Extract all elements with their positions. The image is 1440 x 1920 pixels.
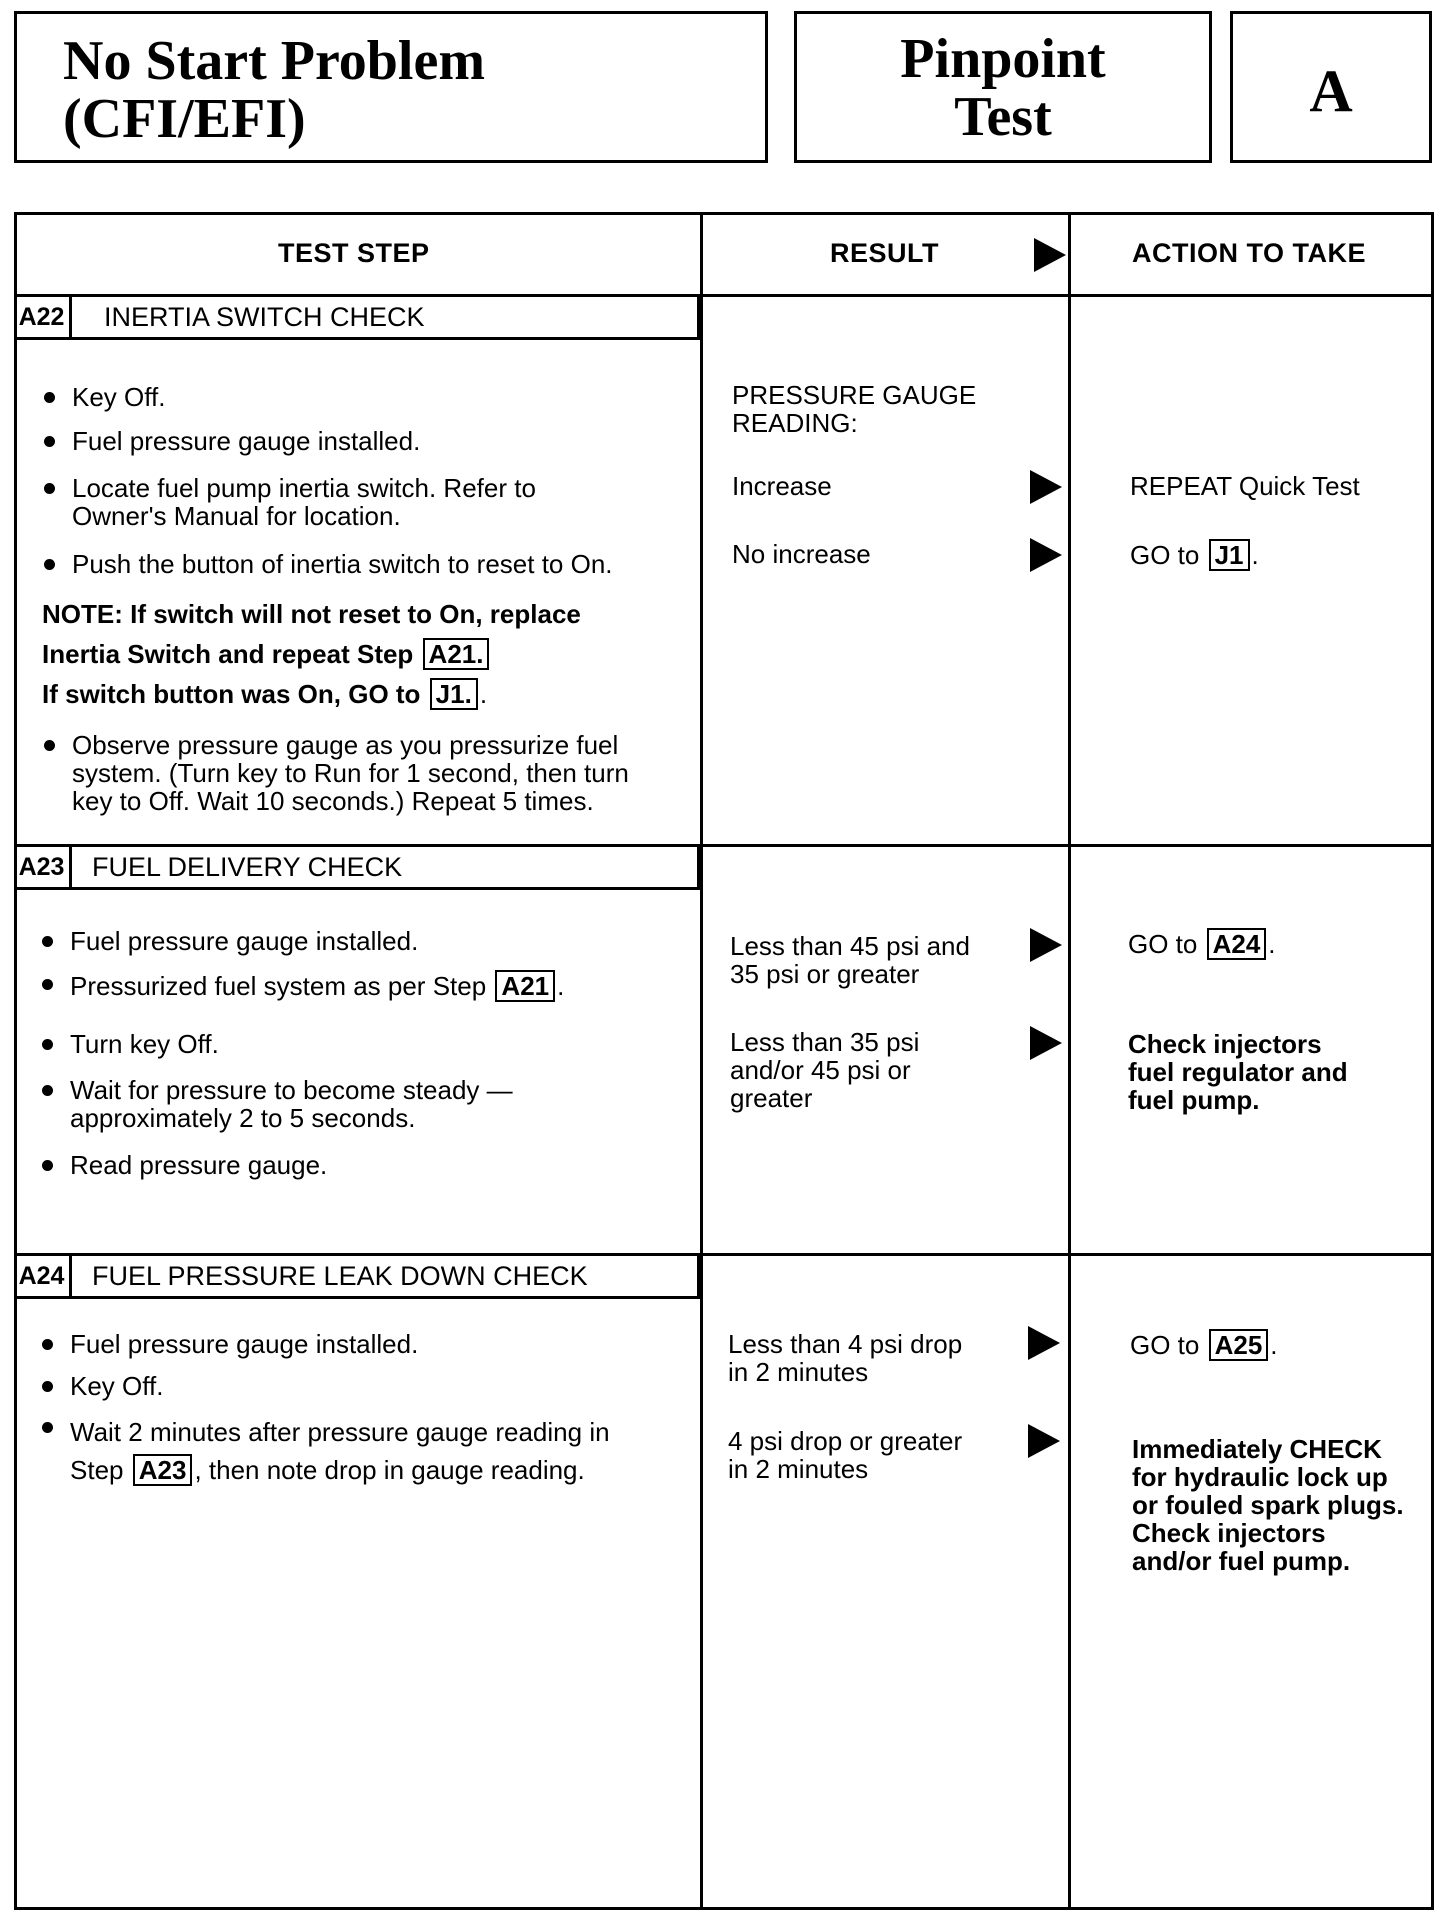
a22-action-1: REPEAT Quick Test	[1130, 471, 1360, 501]
step-ref-a25[interactable]: A25	[1209, 1329, 1269, 1361]
a23-bullet-3: Turn key Off.	[40, 1030, 219, 1058]
step-code-a23: A23	[14, 846, 72, 887]
test-letter-box	[1230, 11, 1432, 163]
column-header-test-step: TEST STEP	[278, 238, 430, 268]
document-title-box	[14, 11, 768, 163]
a22-result-heading: PRESSURE GAUGE READING:	[732, 380, 977, 438]
a22-bullet-2: Fuel pressure gauge installed.	[42, 427, 420, 455]
a22-result-1: Increase	[732, 471, 832, 501]
a23-result-1-arrow-icon	[1030, 928, 1062, 962]
document-title: No Start Problem (CFI/EFI)	[63, 30, 485, 150]
step-title-a22: INERTIA SWITCH CHECK	[104, 302, 425, 332]
a23-action-2: Check injectors fuel regulator and fuel pump.	[1128, 1029, 1348, 1115]
a23-result-2-arrow-icon	[1030, 1026, 1062, 1060]
column-header-result: RESULT	[830, 238, 939, 268]
step-code-a22: A22	[14, 296, 72, 337]
a22-bullet-5: Observe pressure gauge as you pressurize fuel system. (Turn key to Run for 1 second, then turn key to Off. Wait 10 seconds.) Repeat 5 times.	[42, 731, 629, 815]
a22-note: NOTE: If switch will not reset to On, replace Inertia Switch and repeat Step A21. If switch button was On, GO to J1. .	[42, 599, 581, 709]
column-header-action: ACTION TO TAKE	[1132, 238, 1366, 268]
a23-bullet-1: Fuel pressure gauge installed.	[40, 927, 418, 955]
a22-result-2: No increase	[732, 539, 871, 569]
result-arrow-icon	[1034, 238, 1066, 272]
step-header-a23	[14, 846, 700, 890]
step-ref-j1[interactable]: J1.	[430, 678, 478, 710]
a24-result-1: Less than 4 psi drop in 2 minutes	[728, 1329, 963, 1387]
a22-bullet-1: Key Off.	[42, 383, 165, 411]
step-code-a24: A24	[14, 1255, 72, 1296]
a24-result-1-arrow-icon	[1028, 1326, 1060, 1360]
a23-result-1: Less than 45 psi and 35 psi or greater	[730, 931, 970, 989]
a23-bullet-5: Read pressure gauge.	[40, 1151, 327, 1179]
step-ref-a24[interactable]: A24	[1207, 928, 1267, 960]
a24-bullet-1: Fuel pressure gauge installed.	[40, 1330, 418, 1358]
a23-result-2: Less than 35 psi and/or 45 psi or greater	[730, 1027, 920, 1113]
column-divider-result	[1068, 212, 1071, 1910]
step-ref-a21[interactable]: A21.	[423, 638, 490, 670]
a24-result-2-arrow-icon	[1028, 1424, 1060, 1458]
a24-bullet-3: Wait 2 minutes after pressure gauge reading in Step A23 , then note drop in gauge reading.	[40, 1413, 610, 1489]
a24-action-2: Immediately CHECK for hydraulic lock up or fouled spark plugs. Check injectors and/or fuel pump.	[1132, 1434, 1404, 1576]
test-letter: A	[1309, 58, 1353, 124]
a23-bullet-2: Pressurized fuel system as per Step A21 .	[40, 970, 564, 1002]
step-ref-a23[interactable]: A23	[133, 1454, 193, 1486]
a24-result-2: 4 psi drop or greater in 2 minutes	[728, 1426, 963, 1484]
a24-action-1: GO to A25 .	[1130, 1330, 1278, 1360]
step-ref-j1-action[interactable]: J1	[1209, 539, 1250, 571]
step-header-a24	[14, 1255, 700, 1299]
step-title-a23: FUEL DELIVERY CHECK	[92, 852, 403, 882]
a22-result-2-arrow-icon	[1030, 538, 1062, 572]
column-divider-test-step	[700, 212, 703, 1910]
step-header-a22	[14, 296, 700, 340]
a22-bullet-4: Push the button of inertia switch to reset to On.	[42, 550, 613, 578]
a24-bullet-2: Key Off.	[40, 1372, 163, 1400]
step-ref-a21-delivery[interactable]: A21	[495, 970, 555, 1002]
a22-bullet-3: Locate fuel pump inertia switch. Refer to Owner's Manual for location.	[42, 474, 536, 530]
pinpoint-test-label: Pinpoint Test	[900, 28, 1106, 148]
a22-result-1-arrow-icon	[1030, 470, 1062, 504]
a23-action-1: GO to A24 .	[1128, 929, 1276, 959]
step-title-a24: FUEL PRESSURE LEAK DOWN CHECK	[92, 1261, 588, 1291]
a22-action-2: GO to J1 .	[1130, 540, 1259, 570]
a23-bullet-4: Wait for pressure to become steady — approximately 2 to 5 seconds.	[40, 1076, 513, 1132]
pinpoint-test-box	[794, 11, 1212, 163]
